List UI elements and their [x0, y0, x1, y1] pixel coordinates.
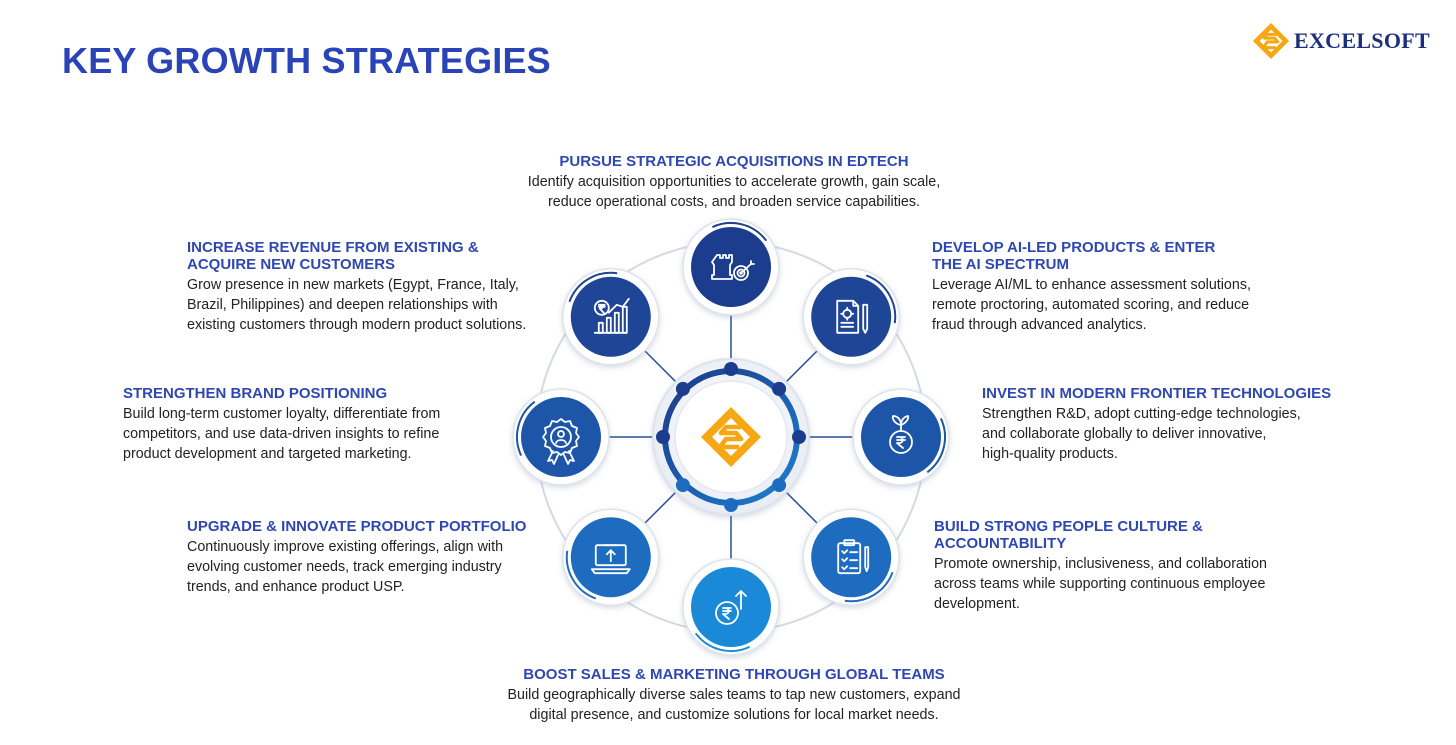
wheel-hub — [653, 359, 809, 515]
strategy-heading: DEVELOP AI-LED PRODUCTS & ENTER THE AI SPECTRUM — [932, 239, 1216, 273]
strategy-description: Strengthen R&D, adopt cutting-edge technologies, and collaborate globally to deliver innovative, high-quality products. — [982, 406, 1301, 462]
page-title: KEY GROWTH STRATEGIES — [62, 40, 551, 81]
hub-dot — [772, 382, 786, 396]
hub-dot — [724, 362, 738, 376]
strategy-heading: BUILD STRONG PEOPLE CULTURE & ACCOUNTABILITY — [934, 518, 1203, 552]
node-sales-marketing — [673, 549, 790, 666]
node-disc — [811, 277, 891, 357]
node-disc — [691, 567, 771, 647]
hub-dot — [792, 430, 806, 444]
strategy-description: Continuously improve existing offerings, align with evolving customer needs, track emerging industry trends, and enhance product USP. — [187, 539, 504, 595]
hub-dot — [724, 498, 738, 512]
hub-dot — [656, 430, 670, 444]
strategy-heading: STRENGTHEN BRAND POSITIONING — [123, 385, 388, 402]
strategy-heading: PURSUE STRATEGIC ACQUISITIONS IN EDTECH — [559, 153, 909, 170]
hub-dot — [772, 478, 786, 492]
strategy-description: Build geographically diverse sales teams to tap new customers, expand digital presence, and customize solutions for local market needs. — [507, 687, 961, 723]
brand-name: EXCELSOFT — [1294, 28, 1430, 53]
strategy-description: Grow presence in new markets (Egypt, France, Italy, Brazil, Philippines) and deepen relationships with existing customers through modern product solutions. — [187, 277, 527, 333]
strategy-description: Leverage AI/ML to enhance assessment solutions, remote proctoring, automated scoring, and reduce fraud through advanced analytics. — [932, 277, 1251, 333]
strategy-description: Promote ownership, inclusiveness, and collaboration across teams while supporting continuous employee development. — [934, 556, 1267, 612]
node-acquisitions — [673, 209, 790, 326]
node-disc — [571, 277, 651, 357]
node-disc — [691, 227, 771, 307]
hub-dot — [676, 382, 690, 396]
strategy-heading: INVEST IN MODERN FRONTIER TECHNOLOGIES — [982, 385, 1332, 402]
node-frontier-tech — [843, 379, 960, 496]
strategy-heading: BOOST SALES & MARKETING THROUGH GLOBAL TEAMS — [523, 666, 945, 683]
strategy-heading: UPGRADE & INNOVATE PRODUCT PORTFOLIO — [187, 518, 527, 535]
hub-dot — [676, 478, 690, 492]
strategy-heading: INCREASE REVENUE FROM EXISTING & ACQUIRE NEW CUSTOMERS — [187, 239, 479, 273]
node-brand-positioning — [503, 379, 620, 496]
strategy-description: Build long-term customer loyalty, differentiate from competitors, and use data-driven insights to refine product development and targeted marketing. — [123, 406, 441, 462]
strategy-description: Identify acquisition opportunities to accelerate growth, gain scale, reduce operational costs, and broaden service capabilities. — [527, 174, 941, 210]
node-disc — [811, 517, 891, 597]
